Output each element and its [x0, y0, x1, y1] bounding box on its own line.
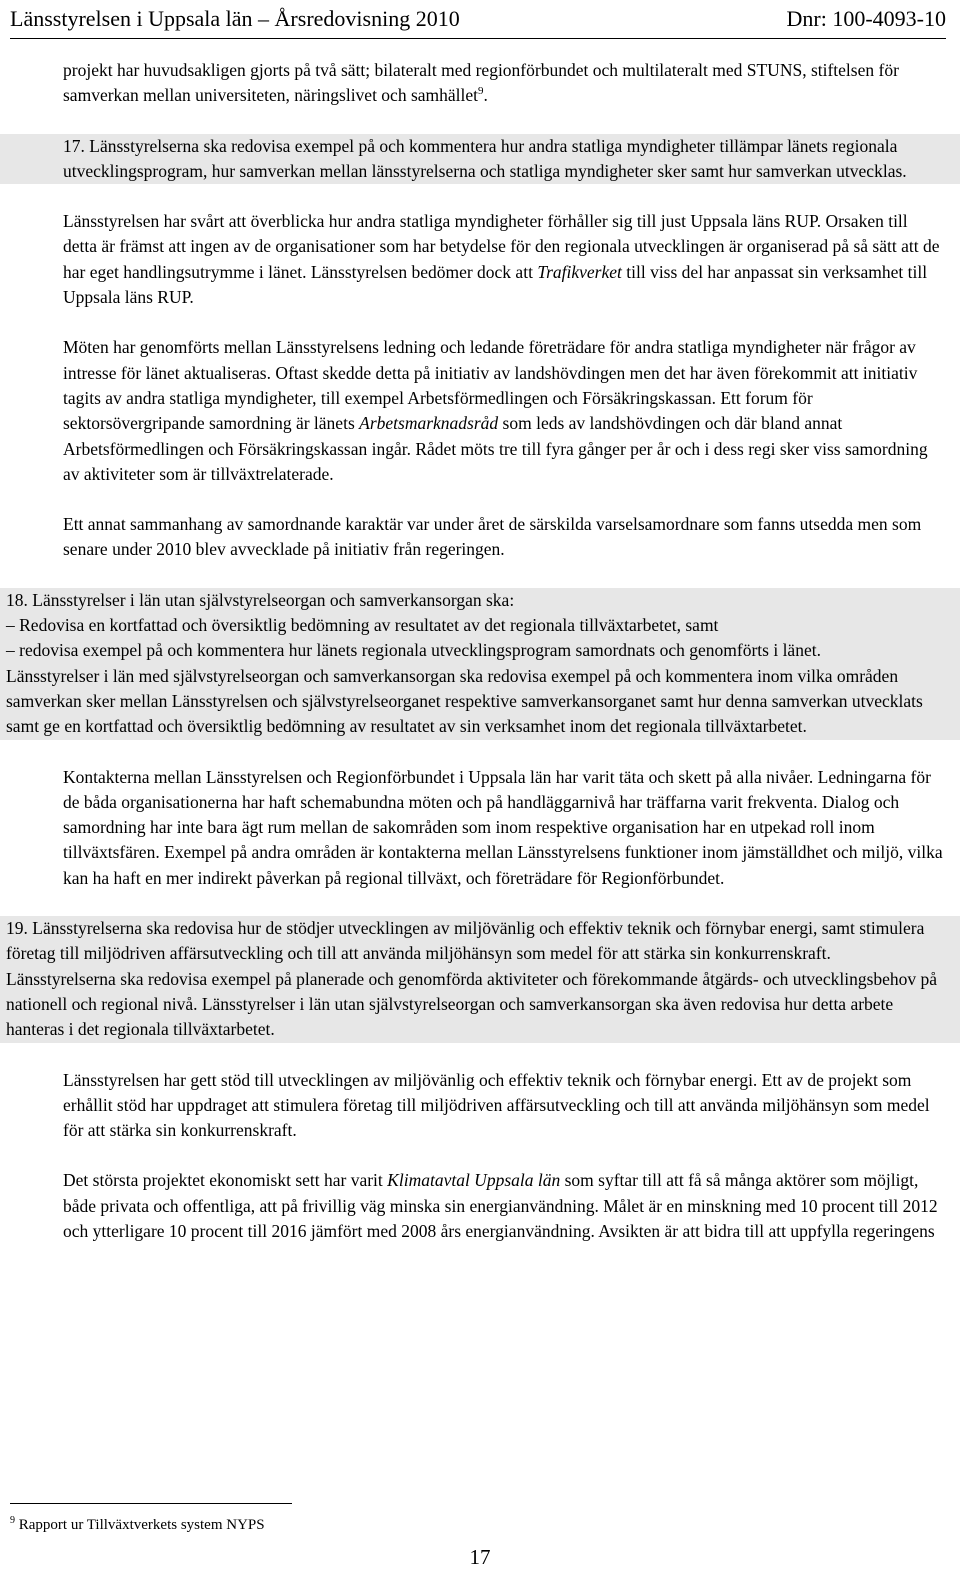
question-18-line-3: – redovisa exempel på och kommentera hur länets regionala utvecklingsprogram samordnats och genomförts i länet. — [6, 640, 821, 661]
page-number: 17 — [469, 1545, 491, 1569]
question-18-line-4: Länsstyrelser i län med självstyrelseorgan och samverkansorgan ska redovisa exempel på och kommentera inom vilka områden samverkan sker mellan Länsstyrelsen och självstyrelseorganet respektive samverkansorganet samt hur denna samverkan utvecklats samt ge en kortfattad och översiktlig bedömning av resultatet av sin verksamhet inom det regionala tillväxtarbetet. — [6, 665, 923, 737]
question-18-line-1: 18. Länsstyrelser i län utan självstyrelseorgan och samverkansorgan ska: — [6, 589, 515, 610]
answer-18-paragraph-1: Kontakterna mellan Länsstyrelsen och Regionförbundet i Uppsala län har varit täta och skett på alla nivåer. Ledningarna för de båda organisationerna har haft schemabundna möten och på handläggarnivå har träffarna varit frekventa. Dialog och samordning har inte bara ägt rum mellan de sakområden som inom respektive organisation har en utpekad roll inom tillväxtsfären. Exempel på andra områden är kontakterna mellan Länsstyrelsens funktioner inom jämställdhet och miljö, vilka kan ha haft en mer indirekt påverkan på regional tillväxt, och företrädare för Regionförbundet. — [63, 766, 943, 888]
question-18-line-2: – Redovisa en kortfattad och översiktlig bedömning av resultatet av det regionala tillväxtarbetet, samt — [6, 615, 719, 636]
footnote-ref-9[interactable]: 9 — [478, 85, 484, 98]
header-document-number: Dnr: 100-4093-10 — [786, 6, 946, 31]
footnote-text: Rapport ur Tillväxtverkets system NYPS — [15, 1517, 265, 1533]
answer-19-paragraph-1: Länsstyrelsen har gett stöd till utvecklingen av miljövänlig och effektiv teknik och förnybar energi. Ett av de projekt som erhållit stöd har uppdraget att stimulera företag till miljödriven affärsutveckling och till att använda miljöhänsyn som medel för att stärka sin konkurrenskraft. — [63, 1069, 930, 1141]
footnote-number: 9 — [10, 1515, 15, 1526]
question-18 — [0, 588, 960, 740]
header-title: Länsstyrelsen i Uppsala län – Årsredovisning 2010 — [10, 6, 460, 31]
footnote-separator — [10, 1503, 292, 1504]
page-body — [0, 58, 960, 1244]
answer-17-paragraph-1: Länsstyrelsen har svårt att överblicka hur andra statliga myndigheter förhåller sig till just Uppsala läns RUP. Orsaken till detta är främst att ingen av de organisationer som har betydelse för den regionala utvecklingen är organiserad på så sätt att de har eget handlingsutrymme i länet. Länsstyrelsen bedömer dock att Trafikverket till viss del har anpassat sin verksamhet till Uppsala läns RUP. — [63, 211, 940, 308]
question-19: 19. Länsstyrelserna ska redovisa hur de stödjer utvecklingen av miljövänlig och effektiv teknik och förnybar energi, samt stimulera företag till miljödriven affärsutveckling och till att använda miljöhänsyn som medel för att stärka sin konkurrenskraft. Länsstyrelserna ska redovisa exempel på planerade och genomförda aktiviteter och förekommande åtgärds- och utvecklingsbehov på nationell och regional nivå. Länsstyrelser i län utan självstyrelseorgan och samverkansorgan ska även redovisa hur detta arbete hanteras i det regionala tillväxtarbetet. — [0, 916, 960, 1042]
answer-17-paragraph-2: Möten har genomförts mellan Länsstyrelsens ledning och ledande företrädare för andra statliga myndigheter när frågor av intresse för länet aktualiseras. Oftast skedde detta på initiativ av landshövdingen men det har även förekommit att initiativ tagits av andra statliga myndigheter, till exempel Arbetsförmedlingen och Försäkringskassan. Ett forum för sektorsövergripande samordning är länets Arbetsmarknadsråd som leds av landshövdingen och där bland annat Arbetsförmedlingen och Försäkringskassan ingår. Rådet möts tre till fyra gånger per år och i dess regi sker viss samordning av aktiviteter som är tillväxtrelaterade. — [63, 337, 928, 484]
arbetsmarknadsrad-emphasis: Arbetsmarknadsråd — [359, 413, 499, 434]
klimatavtal-emphasis: Klimatavtal Uppsala län — [387, 1170, 561, 1191]
trafikverket-emphasis: Trafikverket — [537, 261, 622, 282]
answer-17-paragraph-3: Ett annat sammanhang av samordnande karaktär var under året de särskilda varselsamordnare som fanns utsedda men som senare under 2010 blev avvecklade på initiativ från regeringen. — [63, 514, 922, 560]
answer-19-paragraph-2: Det största projektet ekonomiskt sett har varit Klimatavtal Uppsala län som syftar till att få så många aktörer som möjligt, både privata och offentliga, att på frivillig väg minska sin energianvändning. Målet är en minskning med 10 procent till 2012 och ytterligare 10 procent till 2016 jämfört med 2008 års energianvändning. Avsikten är att bidra till att uppfylla regeringens — [63, 1170, 938, 1241]
intro-paragraph: projekt har huvudsakligen gjorts på två sätt; bilateralt med regionförbundet och multilateralt med STUNS, stiftelsen för samverkan mellan universiteten, näringslivet och samhället$^9$. — [63, 60, 899, 106]
question-17: 17. Länsstyrelserna ska redovisa exempel på och kommentera hur andra statliga myndigheter tillämpar länets regionala utvecklingsprogram, hur samverkan mellan länsstyrelserna och statliga myndigheter sker samt hur samverkan utvecklas. — [0, 134, 960, 185]
page-header — [10, 0, 946, 39]
footnote-9 — [10, 1514, 265, 1536]
